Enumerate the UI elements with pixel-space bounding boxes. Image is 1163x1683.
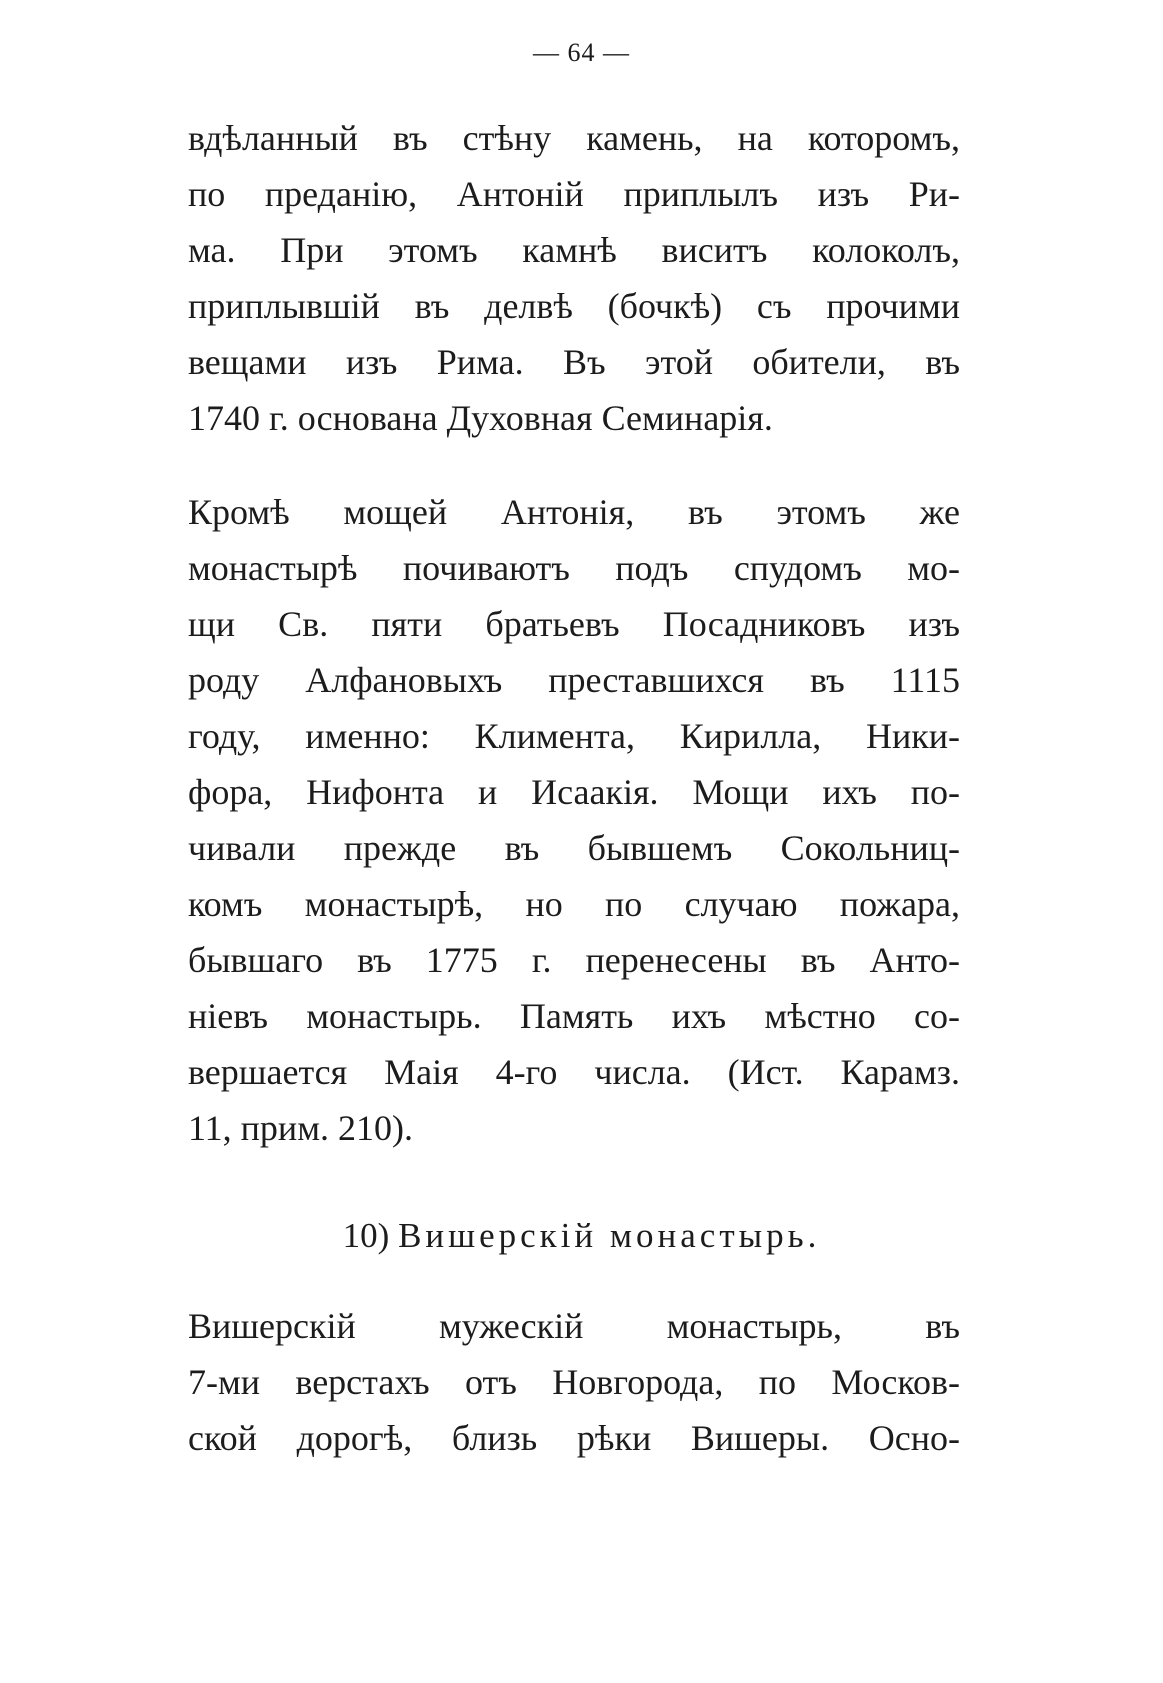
paragraph-3 <box>188 1298 960 1466</box>
text-line: ма. При этомъ камнѣ виситъ колоколъ, <box>188 230 960 270</box>
text-line: 1740 г. основана Духовная Семинарія. <box>188 398 773 438</box>
text-line: ніевъ монастырь. Память ихъ мѣстно со- <box>188 996 960 1036</box>
text-line: комъ монастырѣ, но по случаю пожара, <box>188 884 960 924</box>
text-line: щи Св. пяти братьевъ Посадниковъ изъ <box>188 604 960 644</box>
text-line: фора, Нифонта и Исаакія. Мощи ихъ по- <box>188 772 960 812</box>
text-line: приплывшій въ делвѣ (бочкѣ) съ прочими <box>188 286 960 326</box>
text-line: по преданію, Антоній приплылъ изъ Ри- <box>188 174 960 214</box>
text-line: бывшаго въ 1775 г. перенесены въ Анто- <box>188 940 960 980</box>
text-line: году, именно: Климента, Кирилла, Ники- <box>188 716 960 756</box>
text-line: роду Алфановыхъ преставшихся въ 1115 <box>188 660 960 700</box>
section-title: Вишерскій монастырь. <box>398 1216 821 1255</box>
text-line: ской дорогѣ, близь рѣки Вишеры. Осно- <box>188 1418 960 1458</box>
section-number: 10) <box>342 1216 390 1255</box>
text-line: вершается Маія 4-го числа. (Ист. Карамз. <box>188 1052 960 1092</box>
text-line: 11, прим. 210). <box>188 1108 413 1148</box>
paragraph-1 <box>188 110 960 446</box>
paragraph-2 <box>188 484 960 1156</box>
text-line: монастырѣ почиваютъ подъ спудомъ мо- <box>188 548 960 588</box>
text-line: Вишерскій мужескій монастырь, въ <box>188 1306 960 1346</box>
text-line: вещами изъ Рима. Въ этой обители, въ <box>188 342 960 382</box>
page-number: — 64 — <box>533 38 630 67</box>
text-line: Кромѣ мощей Антонія, въ этомъ же <box>188 492 960 532</box>
section-heading <box>0 1208 1163 1264</box>
text-line: чивали прежде въ бывшемъ Сокольниц- <box>188 828 960 868</box>
text-line: вдѣланный въ стѣну камень, на которомъ, <box>188 118 960 158</box>
text-line: 7-ми верстахъ отъ Новгорода, по Москов- <box>188 1362 960 1402</box>
